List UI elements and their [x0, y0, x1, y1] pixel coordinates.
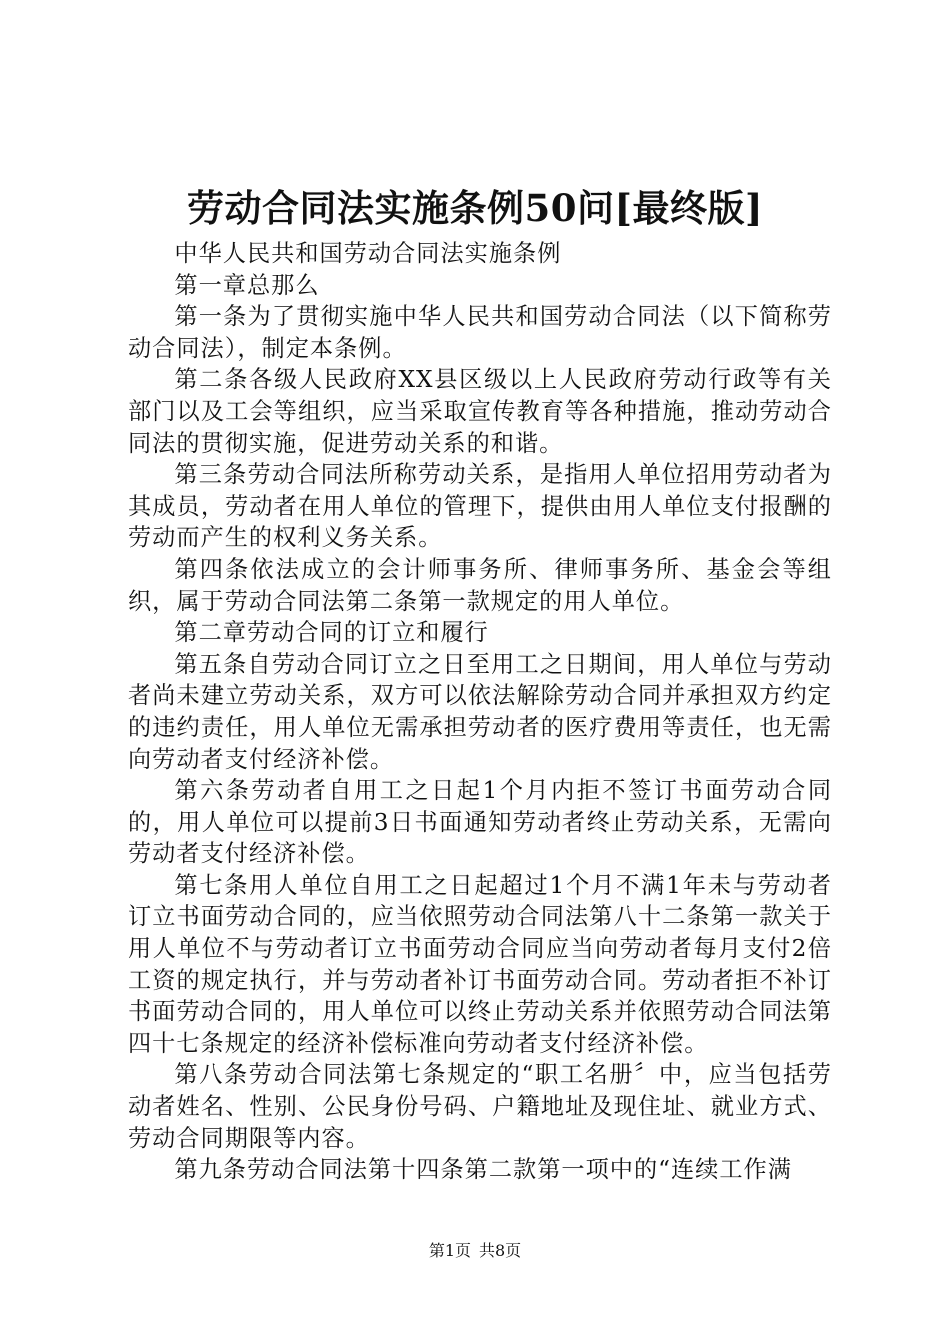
law-name: 中华人民共和国劳动合同法实施条例 — [174, 240, 562, 267]
chapter-heading: 第一章总那么 — [174, 271, 320, 299]
article-paragraph: 第二条各级人民政府XX县区级以上人民政府劳动行政等有关部门以及工会等组织，应当采取宣传教育等各种措施，推动劳动合同法的贯彻实施，促进劳动关系的和谐。 — [128, 366, 832, 457]
page-total: 共8页 — [479, 1241, 522, 1260]
document-title: 劳动合同法实施条例50问[最终版] — [186, 186, 763, 230]
article-paragraph: 第六条劳动者自用工之日起1个月内拒不签订书面劳动合同的，用人单位可以提前3日书面通知劳动者终止劳动关系，无需向劳动者支付经济补偿。 — [128, 777, 832, 868]
article-paragraph: 第五条自劳动合同订立之日至用工之日期间，用人单位与劳动者尚未建立劳动关系，双方可以依法解除劳动合同并承担双方约定的违约责任，用人单位无需承担劳动者的医疗费用等责任，也无需向劳动者支付经济补偿。 — [128, 650, 832, 773]
article-paragraph: 第三条劳动合同法所称劳动关系，是指用人单位招用劳动者为其成员，劳动者在用人单位的管理下，提供由用人单位支付报酬的劳动而产生的权利义务关系。 — [128, 461, 832, 552]
page-number: 第1页 — [428, 1241, 471, 1260]
article-paragraph: 第八条劳动合同法第七条规定的“职工名册〞中，应当包括劳动者姓名、性别、公民身份号码、户籍地址及现住址、就业方式、劳动合同期限等内容。 — [128, 1061, 832, 1152]
chapter-heading: 第二章劳动合同的订立和履行 — [174, 619, 489, 647]
article-paragraph: 第七条用人单位自用工之日起超过1个月不满1年未与劳动者订立书面劳动合同的，应当依照劳动合同法第八十二条第一款关于用人单位不与劳动者订立书面劳动合同应当向劳动者每月支付2倍工资的规定执行，并与劳动者补订书面劳动合同。劳动者拒不补订书面劳动合同的，用人单位可以终止劳动关系并依照劳动合同法第四十七条规定的经济补偿标准向劳动者支付经济补偿。 — [128, 871, 832, 1057]
article-paragraph: 第一条为了贯彻实施中华人民共和国劳动合同法（以下简称劳动合同法），制定本条例。 — [128, 303, 832, 362]
document-body — [128, 238, 832, 1186]
article-paragraph: 第四条依法成立的会计师事务所、律师事务所、基金会等组织，属于劳动合同法第二条第一款规定的用人单位。 — [128, 555, 832, 615]
page-footer — [0, 1240, 950, 1262]
article-paragraph: 第九条劳动合同法第十四条第二款第一项中的“连续工作满 — [174, 1156, 792, 1184]
